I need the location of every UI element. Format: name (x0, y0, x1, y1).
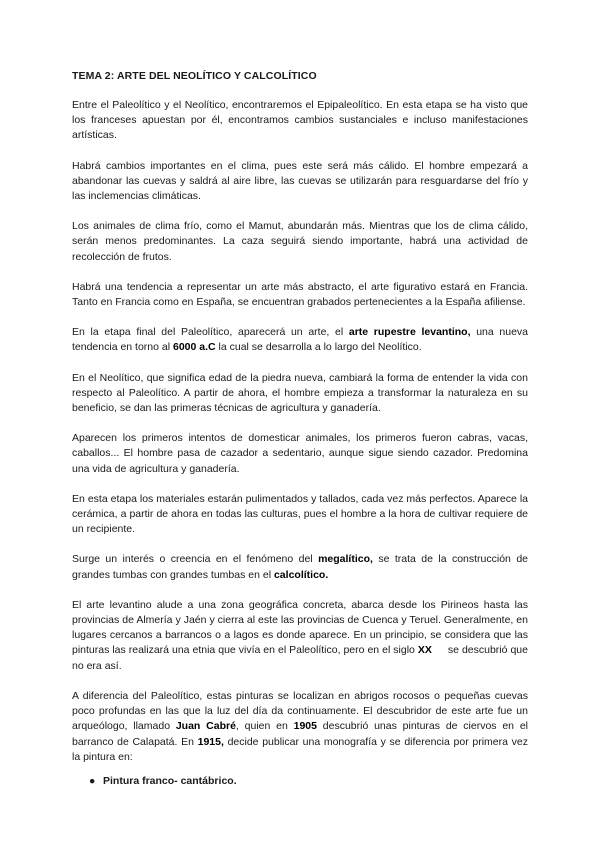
bullet-icon: ● (89, 774, 96, 787)
date-1915: 1915, (197, 735, 224, 748)
paragraph-megalitico: Surge un interés o creencia en el fenómeno del megalítico, se trata de la construcción de grandes tumbas con grandes tumbas en el calcolítico. (72, 553, 528, 581)
date-1905: 1905 (293, 720, 317, 733)
paragraph-domesticacion: Aparecen los primeros intentos de domesticar animales, los primeros fueron cabras, vacas, caballos... El hombre pasa de cazador a sedentario, aunque sigue siendo cazador. Predomina una vida de agricultura y ganadería. (72, 432, 528, 475)
paragraph-neolitico: En el Neolítico, que significa edad de la piedra nueva, cambiará la forma de entender la vida con respecto al Paleolítico. A partir de ahora, el hombre empieza a transformar la naturaleza en su beneficio, se dan las primeras técnicas de agricultura y ganadería. (72, 371, 528, 415)
name-juan-cabre: Juan Cabré (175, 720, 236, 733)
term-arte-rupestre-levantino: arte rupestre levantino, (348, 326, 471, 339)
paragraph-descubrimiento: A diferencia del Paleolítico, estas pinturas se localizan en abrigos rocosos o pequeñas cuevas poco profundas en las que la luz del día da continuamente. El descubridor de este arte fue un arqueólogo, llamado Juan Cabré, quien en 1905 descubrió unas pinturas de ciervos en el barranco de Calapatá. En 1915, decide publicar una monografía y se diferencia por primera vez la pintura en: (72, 689, 528, 763)
paragraph-zona-geografica: El arte levantino alude a una zona geográfica concreta, abarca desde los Pirineos hasta las provincias de Almería y Jaén y cierra al este las provincias de Cuenca y Teruel. Generalmente, en lugares cercanos a barrancos o a lagos es donde aparece. En un principio, se considera que las pinturas las realizará una etnia que vivía en el Paleolítico, pero en el siglo XX se descubrió que no era así. (72, 598, 528, 672)
term-calcolitico: calcolítico. (273, 568, 329, 581)
list-item: ● Pintura franco- cantábrico. (89, 774, 237, 787)
date-6000-ac: 6000 a.C (173, 341, 216, 354)
paragraph-materiales: En esta etapa los materiales estarán pulimentados y tallados, cada vez más perfectos. Aparece la cerámica, a partir de ahora en todas las culturas, pues el hombre a la hora de cultivar requiere de un recipiente. (72, 492, 528, 536)
document-title: TEMA 2: ARTE DEL NEOLÍTICO Y CALCOLÍTICO (72, 70, 317, 82)
paragraph-arte-levantino-intro: En la etapa final del Paleolítico, aparecerá un arte, el arte rupestre levantino, una nueva tendencia en torno al 6000 a.C la cual se desarrolla a lo largo del Neolítico. (72, 326, 528, 354)
paragraph-clima: Habrá cambios importantes en el clima, pues este será más cálido. El hombre empezará a abandonar las cuevas y saldrá al aire libre, las cuevas se utilizarán para resguardarse del frío y las inclemencias climáticas. (72, 159, 528, 203)
paragraph-arte-abstracto: Habrá una tendencia a representar un arte más abstracto, el arte figurativo estará en Francia. Tanto en Francia como en España, se encuentran grabados pertenecientes a la España afiliense. (72, 280, 528, 309)
term-siglo-xx: XX (417, 644, 432, 657)
term-megalitico: megalítico, (318, 553, 373, 566)
bullet-list (72, 774, 528, 789)
paragraph-epipaleolitico: Entre el Paleolítico y el Neolítico, encontraremos el Epipaleolítico. En esta etapa se ha visto que los franceses apuestan por él, encontramos cambios sustanciales e incluso manifestaciones artísticas. (72, 99, 528, 142)
paragraph-animales: Los animales de clima frío, como el Mamut, abundarán más. Mientras que los de clima cálido, serán menos predominantes. La caza seguirá siendo importante, habrá una actividad de recolección de frutos. (72, 220, 528, 263)
